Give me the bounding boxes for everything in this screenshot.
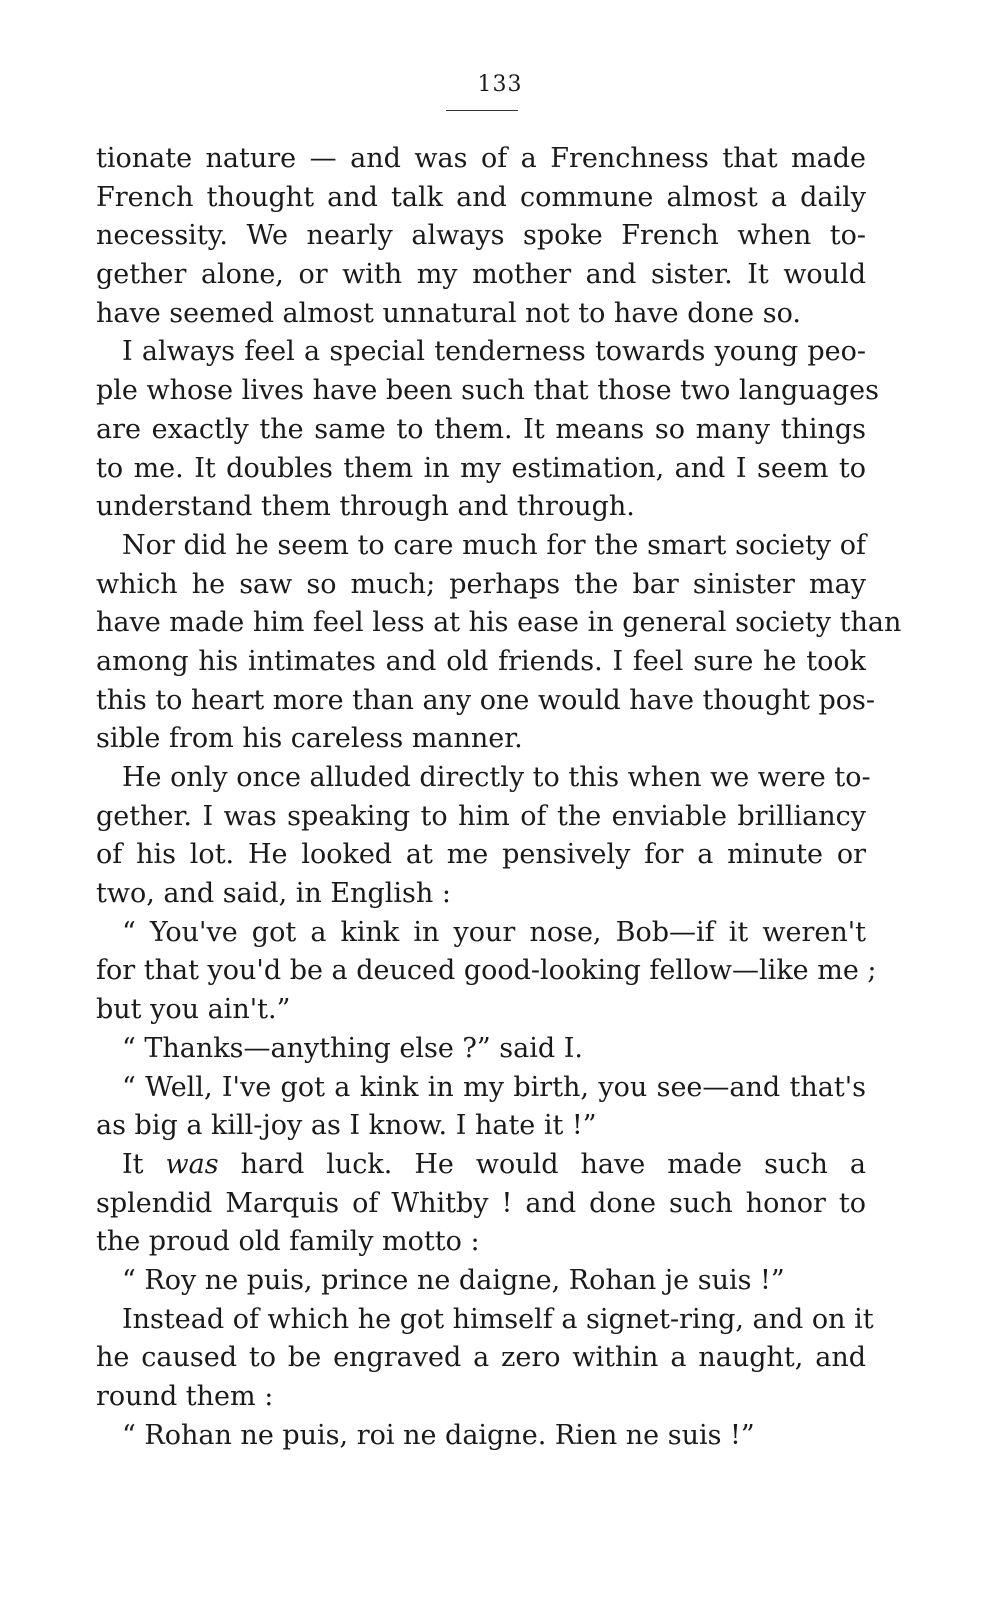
text-line: I always feel a special tenderness towards young peo- <box>122 336 866 368</box>
page-body <box>96 140 902 1455</box>
text-line <box>96 1146 866 1185</box>
text-line: gether alone, or with my mother and sister. It would <box>96 259 866 291</box>
text-line: to me. It doubles them in my estimation, and I seem to <box>96 452 866 484</box>
page-number: 133 <box>477 72 523 97</box>
text-fragment: hard luck. He would have made such a <box>218 1148 866 1180</box>
text-line: “ Thanks—anything else ?” said I. <box>122 1032 583 1064</box>
text-line: have seemed almost unnatural not to have done so. <box>96 297 801 329</box>
text-line: for that you'd be a deuced good-looking fellow—like me ; <box>96 955 877 987</box>
text-line: two, and said, in English : <box>96 878 451 910</box>
text-line: this to heart more than any one would have thought pos- <box>96 684 876 716</box>
text-line: splendid Marquis of Whitby ! and done such honor to <box>96 1187 866 1219</box>
text-line: have made him feel less at his ease in general society than <box>96 607 902 639</box>
text-line: round them : <box>96 1381 274 1412</box>
text-line: He only once alluded directly to this when we were to- <box>122 762 871 793</box>
text-line: of his lot. He looked at me pensively for a minute or <box>96 839 866 871</box>
text-line: which he saw so much; perhaps the bar sinister may <box>96 568 866 600</box>
text-line: “ You've got a kink in your nose, Bob—if it weren't <box>122 916 866 948</box>
text-line: ple whose lives have been such that those two languages <box>96 375 879 407</box>
text-line: understand them through and through. <box>96 491 635 523</box>
text-line: necessity. We nearly always spoke French when to- <box>96 220 866 252</box>
header-rule <box>446 110 518 111</box>
text-line: “ Well, I've got a kink in my birth, you see—and that's <box>122 1071 866 1103</box>
text-line: French thought and talk and commune almost a daily <box>96 181 866 213</box>
text-line: sible from his careless manner. <box>96 723 523 755</box>
text-line: but you ain't.” <box>96 994 291 1026</box>
text-fragment: It <box>122 1148 166 1180</box>
text-line: tionate nature — and was of a Frenchness that made <box>96 143 866 174</box>
italic-word: was <box>165 1148 219 1180</box>
text-line: he caused to be engraved a zero within a naught, and <box>96 1342 866 1374</box>
text-line: Instead of which he got himself a signet-ring, and on it <box>122 1303 874 1335</box>
quoted-motto: “ Roy ne puis, prince ne daigne, Rohan je suis !” <box>122 1264 785 1296</box>
text-line: are exactly the same to them. It means so many things <box>96 413 866 445</box>
text-line: as big a kill-joy as I know. I hate it !” <box>96 1110 597 1142</box>
text-line: the proud old family motto : <box>96 1226 480 1258</box>
text-line: among his intimates and old friends. I feel sure he took <box>96 645 866 677</box>
text-line: gether. I was speaking to him of the enviable brilliancy <box>96 800 866 832</box>
quoted-motto-reversed: “ Rohan ne puis, roi ne daigne. Rien ne suis !” <box>122 1419 755 1451</box>
text-line: Nor did he seem to care much for the smart society of <box>122 529 866 561</box>
